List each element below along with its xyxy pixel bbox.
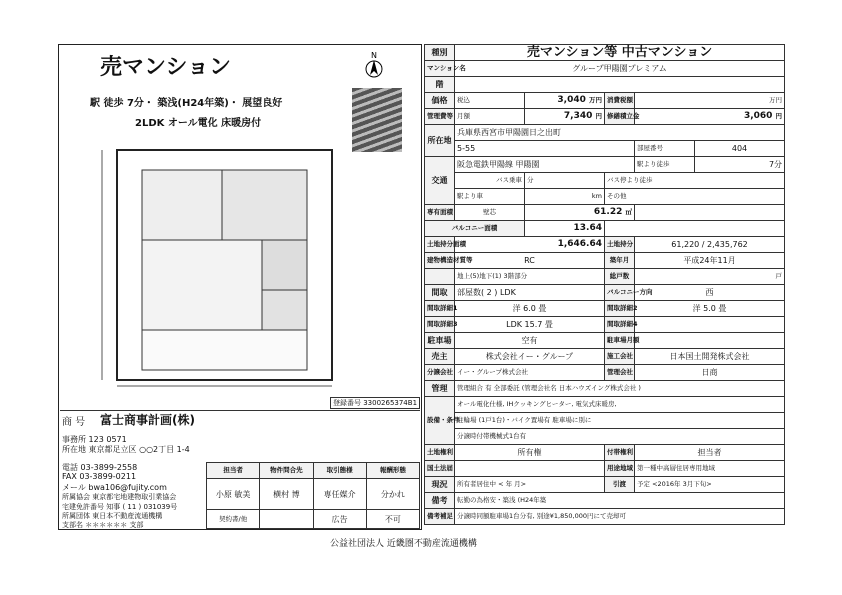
land-value: 1,646.64 — [455, 237, 605, 253]
land-label: 土地持分面積 — [425, 237, 455, 253]
seller-value: 株式会社イー・グループ — [455, 349, 605, 365]
staff-head: 報酬形態 — [366, 463, 419, 479]
staff-foot: 広告 — [313, 510, 366, 529]
mgr-label: 管理会社 — [605, 365, 635, 381]
car-unit: km — [525, 189, 605, 205]
loc-value: 兵庫県西宮市甲陽園日之出町 — [455, 125, 785, 141]
area-value: 61.22 — [593, 207, 623, 217]
company-tel: 電話 03-3899-2558 — [62, 463, 138, 472]
price-label: 価格 — [425, 93, 455, 109]
flyer-line2: 2LDK オール電化 床暖房付 — [135, 118, 262, 129]
staff-val: 分かれ — [366, 479, 419, 510]
bus-min: 分 — [525, 173, 605, 189]
layout-label: 間取 — [425, 285, 455, 301]
parking-label: 駐車場 — [425, 333, 455, 349]
repair-unit: 円 — [775, 112, 783, 120]
company-mail: メール bwa106@fujity.com — [62, 483, 167, 492]
room2-value: 洋 5.0 畳 — [635, 301, 785, 317]
built-label: 築年月 — [605, 253, 635, 269]
walk-label: 駅より徒歩 — [635, 157, 695, 173]
flyer-headline: 売マンション — [100, 55, 232, 80]
type-label: 種別 — [425, 45, 455, 61]
units-unit: 戸 — [635, 269, 785, 285]
remarks-label: 備考 — [425, 493, 455, 509]
company-lic: 宅建免許番号 知事 ( 11 ) 031039号 — [62, 503, 178, 511]
footer-text: 公益社団法人 近畿圏不動産流通機構 — [330, 539, 477, 549]
company-branch: 所属団体 東日本不動産流通機構 — [62, 512, 163, 520]
repair-value: 3,060 — [743, 111, 773, 121]
layout-value: 部屋数( 2 ) LDK — [455, 285, 605, 301]
remarks2-value: 分譲時同額駐車場1台分有, 別途¥1,850,000円にて売却可 — [455, 509, 785, 525]
status-value: 所有者居住中 < 年 月> — [455, 477, 605, 493]
floor-value — [455, 77, 785, 93]
mgr-value: 日商 — [635, 365, 785, 381]
builder-value: 日本国土開発株式会社 — [635, 349, 785, 365]
company-name: 富士商事計画(株) — [100, 413, 195, 427]
manage-label: 管理 — [425, 381, 455, 397]
room3-label: 間取詳細3 — [425, 317, 455, 333]
seller2-value: イー・グループ株式会社 — [455, 365, 605, 381]
balcony-value: 13.64 — [525, 221, 605, 237]
law-label: 国土法届 — [425, 461, 455, 477]
units-label: 総戸数 — [605, 269, 635, 285]
staff-foot: 契約書/他 — [207, 510, 260, 529]
staff-foot — [260, 510, 313, 529]
remarks-value: 転勤の為格安・築浅 (H24年築 — [455, 493, 785, 509]
floors-value: 地上(5)地下(1) 3階部分 — [455, 269, 605, 285]
room1-label: 間取詳細1 — [425, 301, 455, 317]
flyer-line1: 駅 徒歩 7分・ 築浅(H24年築)・ 展望良好 — [90, 98, 283, 109]
deliver-value: 予定 <2016年 3月下旬> — [635, 477, 785, 493]
area-sub: 壁芯 — [455, 205, 525, 221]
equip-label: 設備・条件 — [425, 397, 455, 445]
traffic-label: 交通 — [425, 157, 455, 205]
floor-label: 階 — [425, 77, 455, 93]
price-value: 3,040 — [557, 95, 586, 105]
staff-val: 横村 博 — [260, 479, 313, 510]
repair-label: 修繕積立金 — [605, 109, 635, 125]
room-label: 部屋番号 — [635, 141, 695, 157]
seller2-label: 分譲会社 — [425, 365, 455, 381]
zone-value: 第一種中高層住居専用地域 — [635, 461, 785, 477]
built-value: 平成24年11月 — [635, 253, 785, 269]
builder-label: 施工会社 — [605, 349, 635, 365]
manage-value: 管理組合 有 全部委託 (管理会社名 日本ハウズイング株式会社 ) — [455, 381, 785, 397]
area-unit: ㎡ — [625, 208, 632, 216]
staff-head: 担当者 — [207, 463, 260, 479]
north-arrow-icon — [362, 50, 386, 80]
name-value: グループ甲陽園プレミアム — [455, 61, 785, 77]
staff-foot: 不可 — [366, 510, 419, 529]
land-right-label: 土地権利 — [425, 445, 455, 461]
room4-label: 間取詳細4 — [605, 317, 635, 333]
parking2-label: 駐車場月額 — [605, 333, 635, 349]
room-value: 404 — [695, 141, 785, 157]
staff-val: 専任媒介 — [313, 479, 366, 510]
dir-value: 西 — [635, 285, 785, 301]
company-addr2: 所在地 東京都足立区 ○○2丁目 1-4 — [62, 445, 190, 454]
car-label: 駅より車 — [455, 189, 525, 205]
area-label: 専有面積 — [425, 205, 455, 221]
building-photo — [352, 88, 402, 152]
other-label: その他 — [605, 189, 785, 205]
mgmt-label: 管理費等 — [425, 109, 455, 125]
price-sub: 税込 — [455, 93, 525, 109]
parking-value: 空有 — [455, 333, 605, 349]
staff-table — [206, 462, 420, 529]
company-addr1: 事務所 123 0571 — [62, 435, 127, 444]
reg-number: 登録番号 3300265374B1 — [330, 397, 420, 409]
staff-val: 小原 敏美 — [207, 479, 260, 510]
company-member: 支部名 ＊＊＊＊＊＊ 支部 — [62, 521, 144, 529]
staff-head: 物件問合先 — [260, 463, 313, 479]
company-assoc: 所属協会 東京都宅地建物取引業協会 — [62, 493, 177, 501]
deliver-label: 引渡 — [605, 477, 635, 493]
zone-label: 用途地域 — [605, 461, 635, 477]
loc-label: 所在地 — [425, 125, 455, 157]
floor-plan — [82, 140, 352, 390]
room1-value: 洋 6.0 畳 — [455, 301, 605, 317]
struct-value: RC — [455, 253, 605, 269]
equip3-value: 分譲時付帯機械式1台有 — [455, 429, 785, 445]
tax-unit: 万円 — [635, 93, 785, 109]
property-sheet — [424, 44, 785, 525]
land-share-label: 土地持分 — [605, 237, 635, 253]
dir-label: バルコニー方向 — [605, 285, 635, 301]
balcony-label: バルコニー面積 — [425, 221, 525, 237]
name-label: マンション名 — [425, 61, 455, 77]
mgmt-unit: 円 — [595, 112, 602, 120]
company-label: 商 号 — [62, 417, 86, 428]
company-fax: FAX 03-3899-0211 — [62, 472, 137, 481]
equip2-value: 駐輪場 (1戸1台)・バイク置場有 駐車場に別に — [455, 413, 785, 429]
bus-label: バス乗車 — [455, 173, 525, 189]
current-value: 担当者 — [635, 445, 785, 461]
mgmt-value: 7,340 — [563, 111, 593, 121]
struct-label: 建物構造材質等 — [425, 253, 455, 269]
bus-walk: バス停より徒歩 — [605, 173, 785, 189]
station-value: 阪急電鉄甲陽線 甲陽園 — [455, 157, 635, 173]
room2-label: 間取詳細2 — [605, 301, 635, 317]
north-label: N — [371, 51, 377, 60]
loc2-value: 5-55 — [455, 141, 635, 157]
status-label: 現況 — [425, 477, 455, 493]
land-share-value: 61,220 / 2,435,762 — [635, 237, 785, 253]
mgmt-sub: 月額 — [455, 109, 525, 125]
room3-value: LDK 15.7 畳 — [455, 317, 605, 333]
current-label: 付帯権利 — [605, 445, 635, 461]
type-value: 売マンション等 中古マンション — [455, 45, 785, 61]
land-right-value: 所有権 — [455, 445, 605, 461]
remarks2-label: 備考補足 — [425, 509, 455, 525]
equip1-value: オール電化仕様, IHクッキングヒーター, 電気式床暖房, — [455, 397, 785, 413]
price-unit: 万円 — [589, 96, 602, 104]
seller-label: 売主 — [425, 349, 455, 365]
staff-head: 取引態様 — [313, 463, 366, 479]
walk-value: 7分 — [695, 157, 785, 173]
tax-label: 消費税額 — [605, 93, 635, 109]
